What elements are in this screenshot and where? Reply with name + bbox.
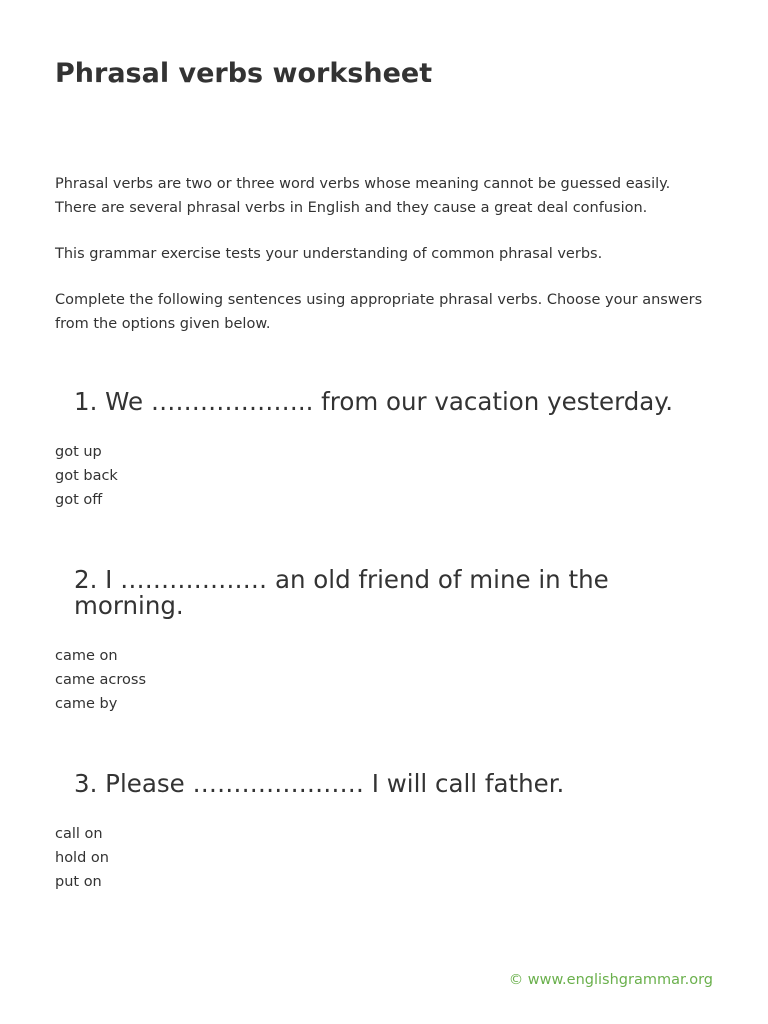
- intro-section: [55, 172, 715, 358]
- option-item: put on: [55, 874, 102, 890]
- question-text: 1. We ……………….. from our vacation yesterday.: [74, 387, 674, 416]
- intro-paragraph: Complete the following sentences using appropriate phrasal verbs. Choose your answers from the options given below.: [55, 292, 703, 332]
- options-list: [55, 822, 695, 894]
- copyright-footer: © www.englishgrammar.org: [508, 972, 713, 988]
- question-2: [55, 567, 695, 716]
- option-item: came on: [55, 648, 118, 664]
- option-item: hold on: [55, 850, 109, 866]
- intro-paragraph: This grammar exercise tests your understanding of common phrasal verbs.: [55, 246, 603, 262]
- option-item: got off: [55, 492, 103, 508]
- options-list: [55, 644, 695, 716]
- question-text: 2. I ……………… an old friend of mine in the morning.: [74, 565, 609, 620]
- intro-paragraph: Phrasal verbs are two or three word verbs whose meaning cannot be guessed easily. There are several phrasal verbs in English and they cause a great deal confusion.: [55, 176, 671, 216]
- option-item: got back: [55, 468, 118, 484]
- question-3: [55, 771, 695, 894]
- option-item: came across: [55, 672, 146, 688]
- question-text: 3. Please ………………… I will call father.: [74, 769, 565, 798]
- option-item: got up: [55, 444, 102, 460]
- option-item: call on: [55, 826, 103, 842]
- page-title: Phrasal verbs worksheet: [55, 58, 433, 89]
- options-list: [55, 440, 695, 512]
- question-1: [55, 389, 695, 512]
- option-item: came by: [55, 696, 118, 712]
